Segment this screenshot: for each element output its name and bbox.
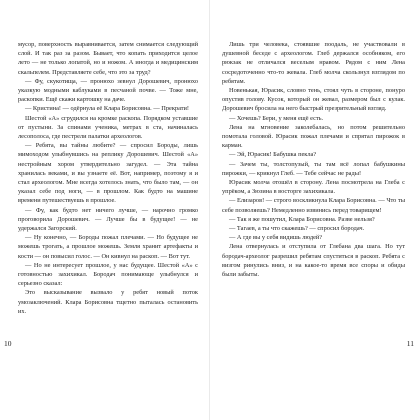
right-page-text	[222, 40, 405, 279]
paragraph: — Хочешь? Бери, у меня ещё есть.	[229, 114, 324, 122]
paragraph: — Но не интересует прошлое, у нас будущее. Шестой «А» с готовностью захихикал. Бородач понимающе улыбнулся и серьезно сказал:	[18, 261, 198, 288]
page-number-right: 11	[406, 339, 414, 348]
paragraph: Лишь три человека, стоявшие поодаль, не участвовали в душевной беседе с археологом. Глеб держался особняком, его рюкзак не отличался веселым нравом. Рядом с ним Лена сосредоточенно что-то жевала. Глеб молча скользнул взглядом по ребятам.	[222, 41, 405, 85]
right-page	[210, 0, 420, 420]
page-number-left: 10	[4, 339, 12, 348]
paragraph: Юрасик молча отошёл в сторону. Лена посмотрела на Глеба с упрёком, а Зюзина в восторге захихикала.	[222, 179, 405, 196]
paragraph: — Тагаев, а ты что скажешь? — спросил бородач.	[229, 225, 365, 233]
paragraph: — А где вы у себя видишь людей?	[229, 234, 323, 242]
paragraph: — Ну конечно, — Бороды пожал плечами. — Но будущее не можешь трогать, а прошлое можешь. Земля хранит артефакты и кости — он повысил голос. — Он кивнул на раскоп. — Вот тут.	[18, 234, 198, 260]
paragraph: — Кристина! — одёрнула её Клара Борисовна. — Прекрати!	[25, 105, 190, 113]
paragraph: Новенькая, Юрасик, словно тень, стоял чуть в стороне, понуро опустив голову. Кусок, который он жевал, размером был с кулак. Дорошевич бросила на него быстрый презрительный взгляд.	[222, 87, 405, 113]
paragraph: — Ребята, вы тайны любите? — спросил Бороды, лишь мимоходом улыбнувшись на реплику Дорошевич. Шестой «А» нестройным хором утвердительно загудел. — Эта тайна хранилась веками, и вы узнаете её. Вот, например, поэтому я и стал археологом. Мне всегда хотелось знать, что было там, — он указал себе под ноги, — в прошлом. Как будто на машине времени путешествуешь в прошлое.	[18, 142, 198, 205]
paragraph: Это высказывание вызвало у ребят новый поток умозаключений. Клара Борисовна тщетно пыталась остановить их.	[18, 289, 198, 315]
paragraph: — Елизаров! — строго воскликнула Клара Борисовна. — Что ты себе позволяешь? Немедленно извинись перед товарищем!	[222, 197, 405, 214]
paragraph: Лена отвернулась и отступила от Глебана два шага. Но тут бородач-археолог разрешил ребятам спуститься в раскоп. Ребята с визгом ринулись вниз, и на какое-то время все споры и обиды были забыты.	[222, 243, 405, 279]
paragraph: — Эй, Юрасик! Бабушка пекла?	[229, 151, 317, 159]
paragraph: Лена на мгновение заколебалась, но потом решительно помотала головой. Юрасик пожал плечами и спрятал пирожок в карман.	[222, 123, 405, 150]
paragraph: — Так я же пошутил, Клара Борисовна. Разве нельзя?	[229, 215, 375, 223]
paragraph: Шестой «А» сгрудился на кромке раскопа. Порядком уставшие от пустыни. За спинами ученика, метрах в ста, начиналась лесополоса, где пестрели палатки археологов.	[18, 114, 198, 141]
left-page-text	[18, 40, 198, 316]
paragraph: — Фу, скукотища, — пронюхо зевнул Дорошевич, пронюхо указкую модными каблуками в песчаной почве. — Тоже мне, раскопки. Ещё скажи картошку на даче.	[18, 77, 198, 104]
paragraph: мусор, поверхность выравнивается, затем снимается следующий слой. И так раз за разом. Бывает, что копать приходится целое лето — не только лопатой, но и ножом. А иногда и медицинским скальпелем. Представляете себе, что это за труд?	[18, 41, 198, 76]
paragraph: — Зачем ты, толстопузый, ты там всё лопал бабушкины пирожки, — крикнул Глеб. — Тебе сейчас не рады!	[222, 160, 405, 177]
paragraph: — Фу, как будто нет ничего лучше, — нарочно громко проговорила Дорошевич. — Лучше бы в будущее! — не удержался Загорский.	[18, 206, 198, 233]
